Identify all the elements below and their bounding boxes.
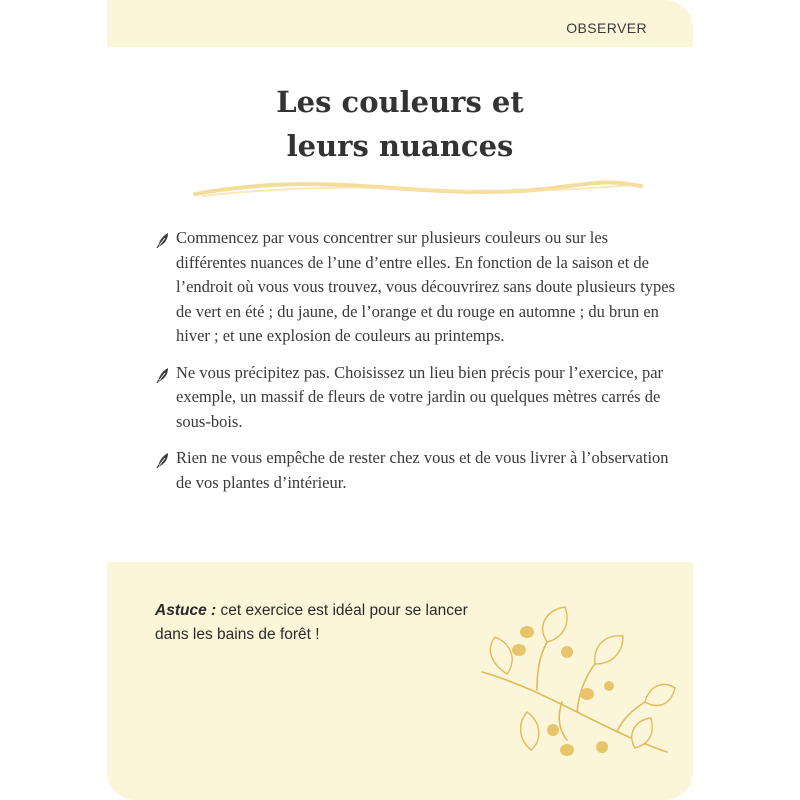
bullet-text: Ne vous précipitez pas. Choisissez un lieu bien précis pour l’exercice, par exemple, un massif de fleurs de votre jardin ou quelques mètres carrés de sous-bois. <box>176 362 664 431</box>
list-item <box>156 361 676 435</box>
header-band <box>107 0 693 47</box>
tip-panel <box>107 562 693 800</box>
leaf-icon <box>156 452 170 468</box>
tip-text <box>155 599 485 647</box>
leaf-icon <box>156 367 170 383</box>
list-item <box>156 446 676 495</box>
bullet-text: Rien ne vous empêche de rester chez vous et de vous livrer à l’observation de vos plantes d’intérieur. <box>176 448 669 492</box>
tip-label: Astuce : <box>155 602 217 619</box>
leaf-icon <box>156 232 170 248</box>
brush-stroke-divider <box>193 174 643 204</box>
title-line-1: Les couleurs et <box>276 85 524 119</box>
tip-body: cet exercice est idéal pour se lancer dans les bains de forêt ! <box>155 602 468 643</box>
page-title <box>107 80 693 168</box>
card <box>107 0 693 800</box>
berry-branch-illustration <box>467 602 677 762</box>
section-label: OBSERVER <box>566 20 647 36</box>
bullet-text: Commencez par vous concentrer sur plusieurs couleurs ou sur les différentes nuances de l’une d’entre elles. En fonction de la saison et de l’endroit où vous vous trouvez, vous découvrirez sans doute plusieurs types de vert en été ; du jaune, de l’orange et du rouge en automne ; du brun en hiver ; et une explosion de couleurs au printemps. <box>176 228 676 345</box>
list-item <box>156 226 676 349</box>
title-line-2: leurs nuances <box>286 129 514 163</box>
bullet-list <box>156 226 676 507</box>
